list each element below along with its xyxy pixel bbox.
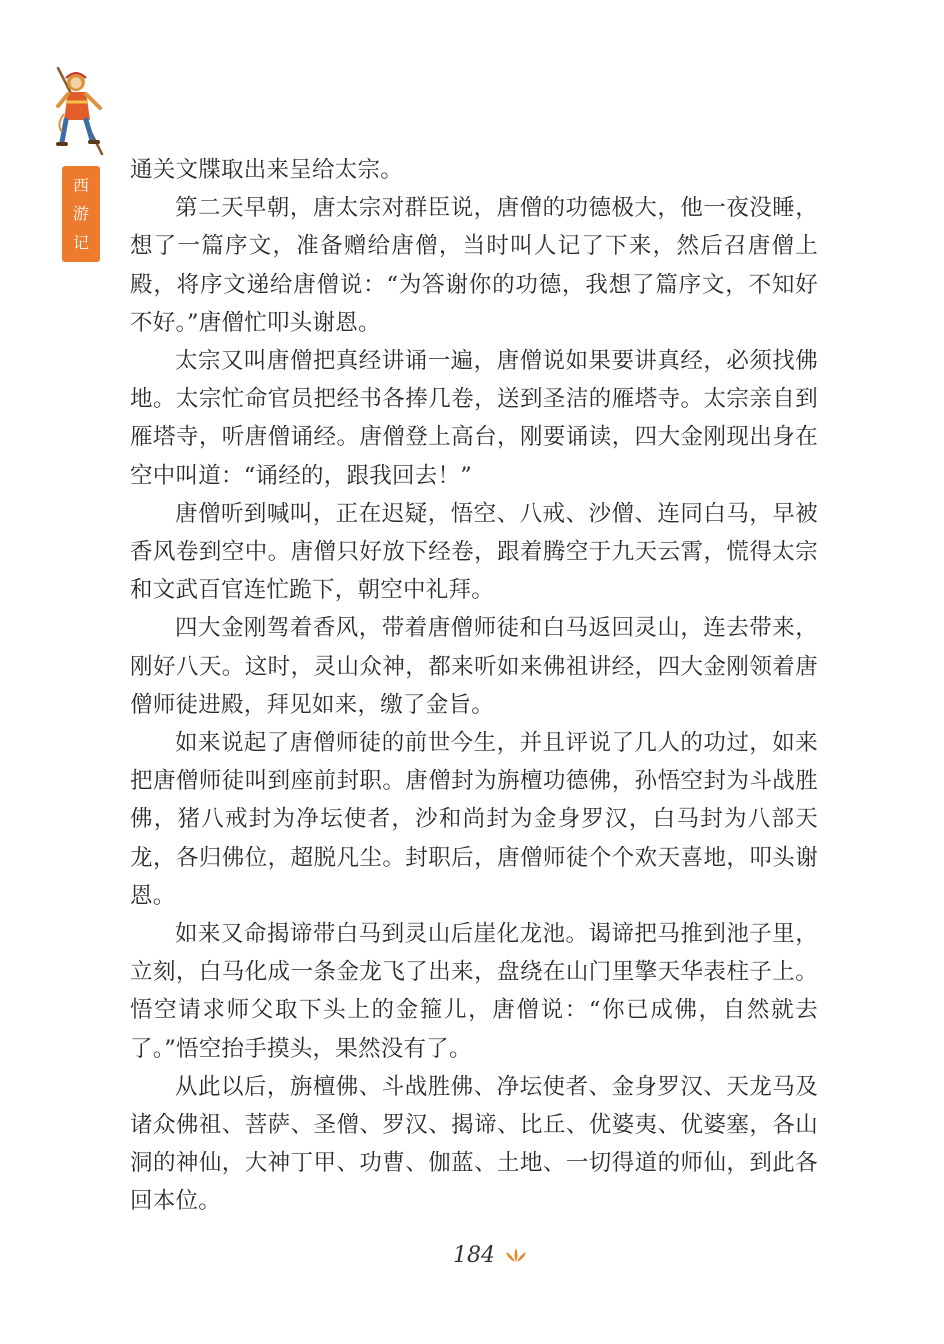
page-footer [0, 1240, 944, 1270]
paragraph: 四大金刚驾着香风，带着唐僧师徒和白马返回灵山，连去带来，刚好八天。这时，灵山众神，都来听如来佛祖讲经，四大金刚领着唐僧师徒进殿，拜见如来，缴了金旨。 [130, 615, 818, 718]
paragraph: 通关文牒取出来呈给太宗。 [130, 157, 404, 183]
paragraph: 如来又命揭谛带白马到灵山后崖化龙池。谒谛把马推到池子里，立刻，白马化成一条金龙飞了出来，盘绕在山门里擎天华表柱子上。悟空请求师父取下头上的金箍儿，唐僧说：“你已成佛，自然就去了。”悟空抬手摸头，果然没有了。 [130, 921, 818, 1062]
paragraph: 如来说起了唐僧师徒的前世今生，并且评说了几人的功过，如来把唐僧师徒叫到座前封职。唐僧封为旃檀功德佛，孙悟空封为斗战胜佛，猪八戒封为净坛使者，沙和尚封为金身罗汉，白马封为八部天龙，各归佛位，超脱凡尘。封职后，唐僧师徒个个欢天喜地，叩头谢恩。 [130, 730, 818, 909]
monkey-king-figure-icon [52, 62, 116, 158]
book-title-char: 游 [72, 204, 89, 223]
book-title-char: 西 [72, 175, 89, 195]
book-title-char: 记 [72, 232, 89, 252]
paragraph: 唐僧听到喊叫，正在迟疑，悟空、八戒、沙僧、连同白马，早被香风卷到空中。唐僧只好放下经卷，跟着腾空于九天云霄，慌得太宗和文武百官连忙跪下，朝空中礼拜。 [130, 500, 818, 604]
page-number: 184 [453, 1242, 495, 1268]
paragraph: 从此以后，旃檀佛、斗战胜佛、净坛使者、金身罗汉、天龙马及诸众佛祖、菩萨、圣僧、罗汉、揭谛、比丘、优婆夷、优婆塞，各山洞的神仙，大神丁甲、功曹、伽蓝、土地、一切得道的师仙，到此各回本位。 [130, 1073, 818, 1215]
paragraph: 第二天早朝，唐太宗对群臣说，唐僧的功德极大，他一夜没睡，想了一篇序文，准备赠给唐僧，当时叫人记了下来，然后召唐僧上殿，将序文递给唐僧说：“为答谢你的功德，我想了篇序文，不知好不好。”唐僧忙叩头谢恩。 [130, 195, 818, 336]
body-text [130, 151, 818, 1221]
paragraph: 太宗又叫唐僧把真经讲诵一遍，唐僧说如果要讲真经，必须找佛地。太宗忙命官员把经书各捧几卷，送到圣洁的雁塔寺。太宗亲自到雁塔寺，听唐僧诵经。唐僧登上高台，刚要诵读，四大金刚现出身在空中叫道：“诵经的，跟我回去！” [130, 348, 818, 489]
book-title-tab [62, 166, 100, 262]
leaf-ornament-icon [505, 1247, 527, 1263]
